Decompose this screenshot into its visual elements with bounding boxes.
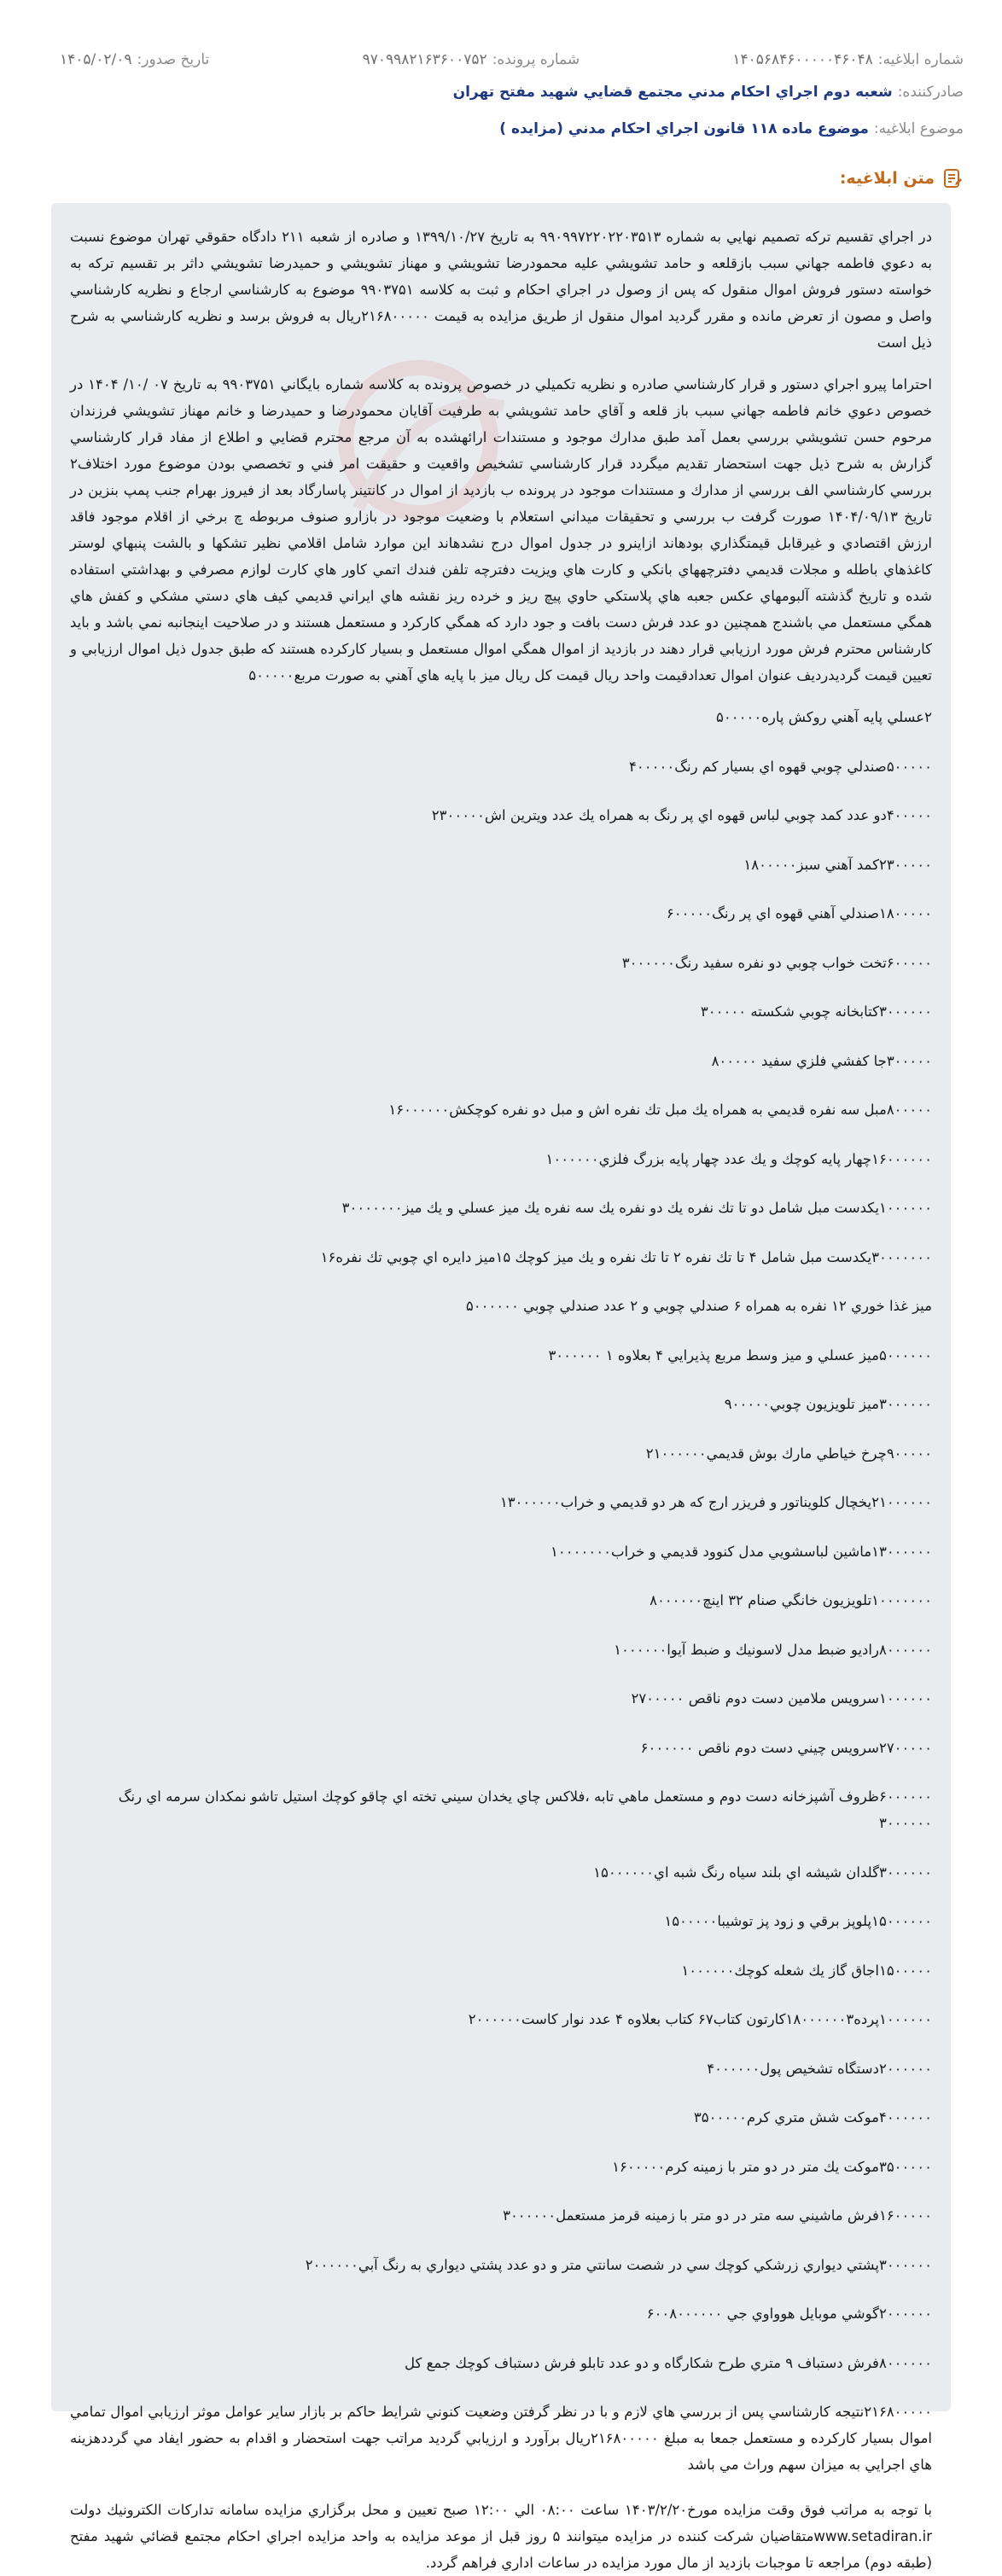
list-item: ۶۰۰۰۰۰تخت خواب چوبي دو نفره سفيد رنگ۳۰۰۰۰۰۰	[621, 954, 932, 971]
subject-row	[60, 120, 964, 137]
list-item: ۱۰۰۰۰۰۰۰تلويزيون خانگي صنام ۳۲ اينچ۸۰۰۰۰۰۰	[650, 1592, 932, 1608]
list-item: ۱۵۰۰۰۰۰۰پلوپز برقي و زود پز توشيبا۱۵۰۰۰۰۰	[664, 1913, 932, 1929]
paragraph-intro: در اجراي تقسيم تركه تصميم نهايي به شماره ۹۹۰۹۹۷۲۲۰۲۲۰۳۵۱۳ به تاريخ ۱۳۹۹/۱۰/۲۷ و صادره از شعبه ۲۱۱ دادگاه حقوقي تهران موضوع نسبت به دعوي فاطمه جهاني سبب بازقلعه و حامد تشويشي عليه محمودرضا تشويشي و مهناز تشويشي و حميدرضا تشويشي داثر بر تقسيم تركه به خواسته دستور فروش اموال منقول كه پس از وصول در اجراي احكام و ثبت به كلاسه ۹۹۰۳۷۵۱ موضوع به كارشناسي ارجاع و نظريه كارشناسي واصل و مصون از تعرض مانده و مقرر گرديد اموال منقول از طريق مزايده به قيمت ۲۱۶۸۰۰۰۰۰ريال به فروش برسد و نظريه كارشناسي به شرح ذيل است	[70, 229, 932, 351]
list-item: ۵۰۰۰۰۰۰ميز عسلي و ميز وسط مربع پذيرايي ۴ بعلاوه ۱ ۳۰۰۰۰۰۰	[548, 1346, 932, 1364]
list-item: ۶۰۰۰۰۰۰ظروف آشپزخانه دست دوم و مستعمل ماهي تابه ،فلاكس چاي يخدان سيني تخته اي چاقو كوچك استيل تاشو نمكدان سرمه اي رنگ ۳۰۰۰۰۰۰	[118, 1788, 932, 1831]
list-item: ۴۰۰۰۰۰دو عدد كمد چوبي لباس قهوه اي پر رنگ به همراه يك عدد ويترين اش۲۳۰۰۰۰۰	[431, 807, 932, 823]
list-item: ۹۰۰۰۰۰چرخ خياطي مارك بوش قديمي۲۱۰۰۰۰۰۰	[645, 1445, 932, 1462]
issue-date-label: تاريخ صدور:	[137, 51, 210, 68]
list-item: ۳۵۰۰۰۰۰موكت يك متر در دو متر با زمينه كرم۱۶۰۰۰۰۰	[612, 2158, 932, 2175]
case-number-value: ۹۷۰۹۹۸۲۱۶۳۶۰۰۷۵۲	[362, 51, 487, 68]
notice-text-heading	[840, 167, 964, 189]
list-item: ۳۰۰۰۰۰۰كتابخانه چوبي شكسته ۳۰۰۰۰۰	[700, 1003, 932, 1020]
issue-date-value: ۱۴۰۵/۰۲/۰۹	[60, 51, 132, 68]
list-item: ۱۸۰۰۰۰۰صندلي آهني قهوه اي پر رنگ۶۰۰۰۰۰	[666, 905, 932, 922]
list-item: ۲۱۰۰۰۰۰۰يخچال كلويناتور و فريزر ارج كه هر دو قديمي و خراب۱۳۰۰۰۰۰۰	[499, 1494, 932, 1510]
list-item: ۲۰۰۰۰۰۰گوشي موبايل هوواوي جي ۶۰۰۸۰۰۰۰۰۰	[646, 2306, 932, 2322]
list-item: ۳۰۰۰۰۰۰پشتي ديواري زرشكي كوچك سي در شصت سانتي متر و دو عدد پشتي ديواري به رنگ آبي۲۰۰۰۰۰۰	[305, 2256, 932, 2273]
paragraph-expert-report: احتراما پيرو اجراي دستور و قرار كارشناسي صادره و نظريه تكميلي در خصوص پرونده به كلاسه شماره بايگاني ۹۹۰۳۷۵۱ به تاريخ ۰۷ /۱۰/ ۱۴۰۴ در خصوص دعوي خانم فاطمه جهاني سبب باز قلعه و آقاي حامد تشويشي به طرفيت آقايان محمودرضا و حميدرضا و خانم مهناز تشويشي فرزندان مرحوم حسن تشويشي بررسي بعمل آمد طبق مدارك موجود و مستندات ارائهشده به آن مرجع محترم قضايي و اطلاع از مفاد قرار كارشناسي گزارش به شرح ذيل جهت استحضار تقديم ميگردد قرار كارشناسي تشخيص واقعيت و حقيقت امر فني و تخصصي بودن موضوع مورد اختلاف۲ بررسي كارشناسي الف بررسي از مدارك و مستندات موجود در پرونده ب بازديد از اموال در كانتينر پاسارگاد بعد از فيروز بهرام جنب پمپ بنزين در تاريخ ۱۴۰۴/۰۹/۱۳ صورت گرفت ب بررسي و تحقيقات ميداني استعلام با وضعيت موجود در بازارو صنوف مربوطه چ برخي از اقلام موجود فاقد ارزش اقتصادي و غيرقابل قيمتگذاري بودهاند ازاينرو در جدول اموال درج نشدهاند اين موارد شامل اقلامي نظير تشكها و بالشت پنبهاي لوستر كاغذهاي باطله و مجلات قديمي دفترچههاي بانكي و كارت هاي ويزيت دفترچه تلفن فندك اتمي كاور هاي كارت لوازم مصرفي و بهداشتي استفاده شده و تاريخ گذشته آلبومهاي عكس جعبه هاي پلاستكي حاوي پيچ ريز و خرده ريز نقشه هاي ايراني قديمي كيف هاي دستي مشكي و كفش هاي همگي مستعمل مي باشندج همچنين دو عدد فرش دست بافت و جود دارد كه همگي كاركرد و مستعمل هستند و در صلاحيت اينجانبه نمي باشد و بايد كارشناس محترم فرش مورد ارزيابي قرار دهند در بازديد از اموال همگي اموال مستعمل و بسيار كاركرده هستند كه طبق جدول ذيل اموال ارزيابي و تعيين قيمت گرديدرديف عنوان اموال تعدادقيمت واحد ريال قيمت كل ريال ميز با پايه هاي آهني به صورت مربع۵۰۰۰۰۰	[70, 376, 933, 683]
subject-value: موضوع ماده ۱۱۸ قانون اجراي احكام مدني (مزايده )	[499, 120, 869, 137]
issue-date	[60, 51, 209, 68]
notice-meta-row	[60, 47, 964, 73]
list-item: ۸۰۰۰۰۰مبل سه نفره قديمي به همراه يك مبل تك نفره اش و مبل دو نفره كوچكش۱۶۰۰۰۰۰۰	[388, 1102, 932, 1118]
list-item: ۲عسلي پايه آهني روكش پاره۵۰۰۰۰۰	[716, 709, 932, 725]
list-item: ۲۷۰۰۰۰۰سرويس چيني دست دوم ناقص ۶۰۰۰۰۰۰	[640, 1739, 932, 1756]
list-item: ۸۰۰۰۰۰۰راديو ضبط مدل لاسونيك و ضبط آيوا۱۰۰۰۰۰۰	[614, 1641, 932, 1658]
paragraph-auction-schedule: با توجه به مراتب فوق وقت مزايده مورخ۱۴۰۳/۲/۲۰ ساعت ۰۸:۰۰ الي ۱۲:۰۰ صبح تعيين و محل برگزاري مزايده سامانه تداركات الكترونيك دولت www.setadiran.irمتقاضيان شركت كننده در مزايده ميتوانند ۵ روز قبل از موعد مزايده به واحد مزايده اجراي احكام مجتمع قضائي شهيد مفتح (طبقه دوم) مراجعه تا موجبات بازديد از مال مورد مزايده در ساعات اداري فراهم گردد.	[70, 2502, 932, 2571]
notice-number	[732, 51, 964, 68]
list-item: ۱۶۰۰۰۰۰۰چهار پايه كوچك و يك عدد چهار پايه بزرگ فلزي۱۰۰۰۰۰۰	[545, 1150, 932, 1167]
list-item: ۵۰۰۰۰۰صندلي چوبي قهوه اي بسيار كم رنگ۴۰۰۰۰۰	[629, 758, 932, 775]
list-item: ۱۰۰۰۰۰۰سرويس ملامين دست دوم ناقص ۲۷۰۰۰۰۰	[631, 1690, 932, 1707]
list-item: ۳۰۰۰۰۰۰۰يكدست مبل شامل ۴ تا تك نفره ۲ تا تك نفره و يك ميز كوچك ۱۵ميز دايره اي چوبي تك نفره۱۶	[320, 1248, 932, 1265]
notice-number-value: ۱۴۰۵۶۸۴۶۰۰۰۰۰۴۶۰۴۸	[732, 51, 873, 68]
list-item: ۳۰۰۰۰۰۰ميز تلويزيون چوبي۹۰۰۰۰۰	[724, 1396, 932, 1412]
issuer-label: صادرکننده:	[897, 84, 964, 101]
list-item: ۴۰۰۰۰۰۰موكت شش متري كرم۳۵۰۰۰۰۰	[693, 2109, 932, 2125]
case-number-label: شماره پرونده:	[492, 51, 580, 68]
list-item: ۱۰۰۰۰۰۰پرده۱۸۰۰۰۰۰۰۳كارتون كتاب۶۷ كتاب بعلاوه ۴ عدد نوار كاست۲۰۰۰۰۰۰	[468, 2011, 932, 2027]
list-item: ميز غذا خوري ۱۲ نفره به همراه ۶ صندلي چوبي و ۲ عدد صندلي چوبي ۵۰۰۰۰۰۰	[465, 1298, 932, 1314]
issuer-row	[60, 84, 964, 101]
list-item: ۱۳۰۰۰۰۰۰ماشين لباسشويي مدل كنوود قديمي و خراب۱۰۰۰۰۰۰۰	[551, 1543, 932, 1560]
paragraph-expert-conclusion: ۲۱۶۸۰۰۰۰۰نتيجه كارشناسي پس از بررسي هاي لازم و با در نظر گرفتن وضعيت كنوني شرايط حاكم بر بازار ساير عوامل موثر ارزيابي اموال تمامي اموال بسيار كاركرده و مستعمل جمعا به مبلغ ۲۱۶۸۰۰۰۰۰ريال برآورد و ارزيابي گرديد مراتب جهت استحضار و اقدام به حضور ايفاد مي گرددهزينه هاي اجرايي به ميزان سهم وراث مي باشد	[70, 2404, 932, 2473]
list-item: ۱۶۰۰۰۰۰فرش ماشيني سه متر در دو متر با زمينه قرمز مستعمل۳۰۰۰۰۰۰	[503, 2207, 932, 2224]
list-item: ۸۰۰۰۰۰۰فرش دستباف ۹ متري طرح شكارگاه و دو عدد تابلو فرش دستباف كوچك جمع كل	[404, 2354, 932, 2371]
case-number	[363, 51, 580, 68]
notice-header	[0, 0, 1002, 188]
asset-items-list	[70, 704, 932, 2376]
document-icon	[941, 167, 964, 189]
list-item: ۱۵۰۰۰۰۰اجاق گاز يك شعله كوچك۱۰۰۰۰۰۰	[681, 1962, 932, 1979]
subject-label: موضوع ابلاغيه:	[873, 120, 964, 137]
notice-number-label: شماره ابلاغيه:	[877, 51, 964, 68]
list-item: ۲۰۰۰۰۰۰دستگاه تشخيص پول۴۰۰۰۰۰۰	[707, 2060, 932, 2077]
issuer-value: شعبه دوم اجراي احكام مدني مجتمع قضايي شهيد مفتح تهران	[452, 84, 893, 101]
list-item: ۳۰۰۰۰۰۰گلدان شيشه اي بلند سياه رنگ شبه اي۱۵۰۰۰۰۰۰	[593, 1864, 932, 1881]
notice-text-title: متن ابلاغيه:	[839, 169, 935, 188]
list-item: ۳۰۰۰۰۰جا كفشي فلزي سفيد ۸۰۰۰۰۰	[711, 1052, 932, 1069]
list-item: ۱۰۰۰۰۰۰يكدست مبل شامل دو تا تك نفره يك دو نفره يك سه نفره يك ميز عسلي و يك ميز۳۰۰۰۰۰۰۰	[341, 1200, 932, 1216]
notice-body-panel	[51, 203, 951, 2571]
list-item: ۲۳۰۰۰۰۰كمد آهني سبز۱۸۰۰۰۰۰	[743, 856, 932, 873]
